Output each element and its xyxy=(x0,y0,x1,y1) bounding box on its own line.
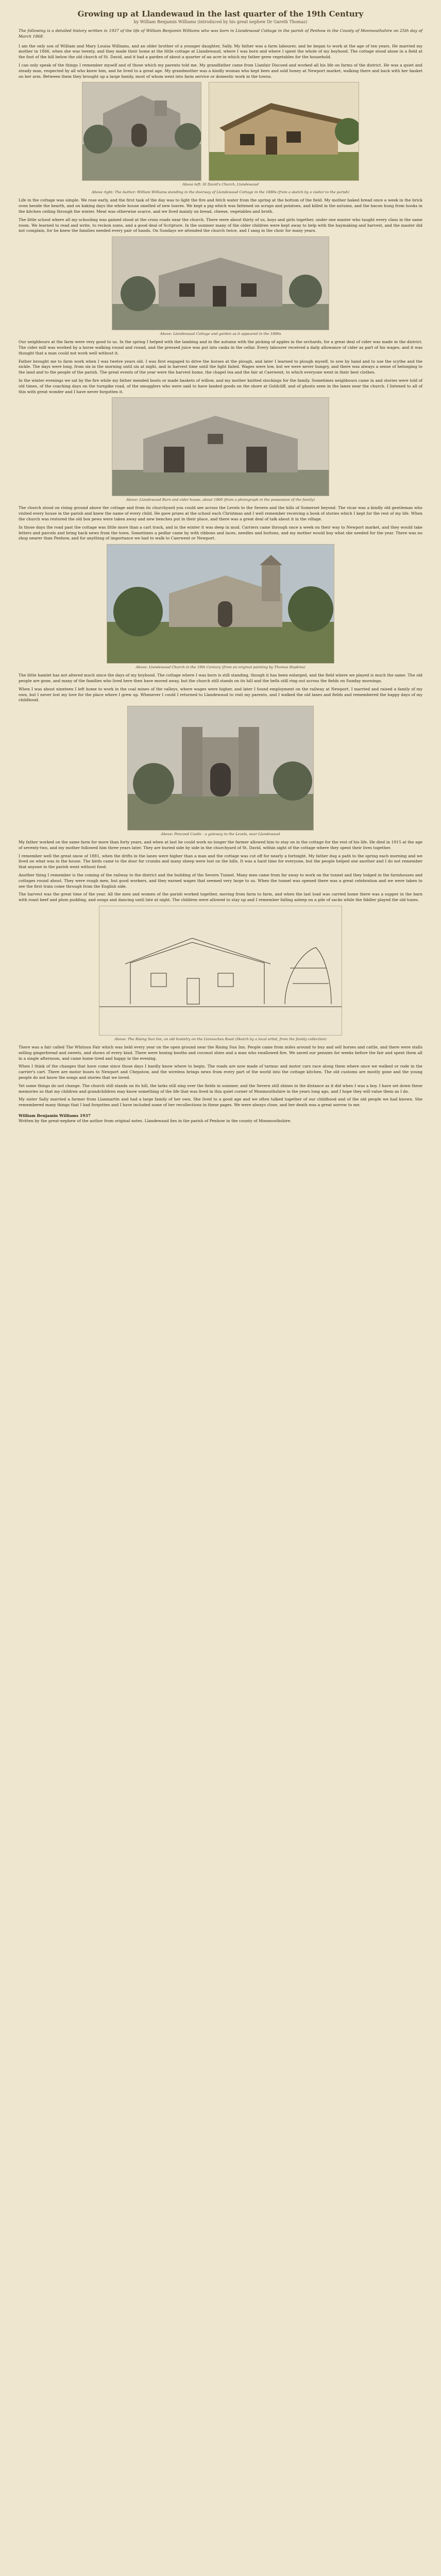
photo-caption: Above right: The Author: William Williams standing in the doorway of Llandewaud Cottage in the 1880s (from a sketch by a visitor to the parish) xyxy=(91,190,350,195)
photo-row xyxy=(19,544,422,664)
paragraph: In the winter evenings we sat by the fire while my father mended boots or made baskets of willow, and my mother knitted stockings for the family. Sometimes neighbours came in and stories were told of old times, of the coaching days on the turnpike road, of the smugglers who were said to have landed goods on the shore at Goldcliff, and of ghosts seen in the lanes near the church. I listened to all of this with great wonder and I have never forgotten it. xyxy=(19,378,422,394)
paragraph: When I think of the changes that have come since those days I hardly know where to begin. The roads are now made of tarmac and motor cars race along them where once we walked or rode in the carrier's cart. There are motor buses to Newport and Chepstow, and the wireless brings news from every part of the world into the cottage kitchen. The old customs are mostly gone and the young people do not know the songs and stories that we loved. xyxy=(19,1064,422,1080)
paragraph: Life in the cottage was simple. We rose early, and the first task of the day was to light the fire and fetch water from the spring at the bottom of the field. My mother baked bread once a week in the brick oven beside the hearth, and on baking days the whole house smelled of new loaves. We kept a pig which was fattened on scraps and potatoes, and killed in the autumn, and the bacon hung from hooks in the kitchen ceiling through the winter. Meat was otherwise scarce, and we lived mainly on bread, cheese, vegetables and broth. xyxy=(19,198,422,214)
article xyxy=(14,0,427,1129)
paragraph: My father worked on the same farm for more than forty years, and when at last he could work no longer the farmer allowed him to stay on in the cottage for the rest of his life. He died in 1915 at the age of seventy-two, and my mother followed him three years later. They are buried side by side in the churchyard of St. David, within sight of the cottage where they spent their lives together. xyxy=(19,840,422,850)
cottage-sketch xyxy=(209,82,359,181)
byline: by William Benjamin Williams (introduced by his great nephew Dr Gareth Thomas) xyxy=(133,20,308,24)
photo-caption: Above: Llandewaud Church in the 19th Century (from an original painting by Thomas Hopkins) xyxy=(135,665,306,670)
paragraph: In those days the road past the cottage was little more than a cart track, and in the winter it was deep in mud. Carriers came through once a week on their way to Newport market, and they would take letters and parcels and bring back news from the town. Sometimes a pedlar came by with ribbons and laces, needles and buttons, and my mother would buy what she needed for the year. There was no shop nearer than Penhow, and for anything of importance we had to walk to Caerwent or Newport. xyxy=(19,524,422,541)
paragraph: Our neighbours at the farm were very good to us. In the spring I helped with the lambing and in the autumn with the picking of apples in the orchards, for a great deal of cider was made in the district. The cider mill was worked by a horse walking round and round, and the pressed juice was put into casks in the cellar. Every labourer received a daily allowance of cider as part of his wages, and it was thought that a man could not work well without it. xyxy=(19,340,422,355)
page-title: Growing up at Llandewaud in the last quarter of the 19th Century xyxy=(77,9,364,19)
paragraph: I remember well the great snow of 1881, when the drifts in the lanes were higher than a man and the cottage was cut off for nearly a fortnight. My father dug a path to the spring each morning and we lived on what was in the house. The birds came to the door for crumbs and many sheep were lost on the hills. It was a hard time for everyone, but the people helped one another and I do not remember that anyone in the parish went without food. xyxy=(19,853,422,870)
paragraph: Father brought me to farm work when I was twelve years old. I was first engaged to drive the horses at the plough, and later I learned to plough myself, to sow by hand and to use the scythe and the sickle. The days were long, from six in the morning until six at night, and in harvest time until the light failed. Wages were low, but we were never hungry, and there was always a sense of belonging to the land and to the people of the parish. The great events of the year were the harvest home, the chapel tea and the fair at Caerwent, to which everyone went in their best clothes. xyxy=(19,359,422,375)
photo-row xyxy=(19,82,422,181)
footer-note: Written by the great-nephew of the author from original notes. Llandewaud lies in the parish of Penhow in the county of Monmouthshire. xyxy=(19,1118,292,1124)
paragraph: I am the only son of William and Mary Louisa Williams, and an older brother of a younger daughter, Sally. My father was a farm labourer, and he began to work at the age of ten years. He married my mother in 1866, when she was twenty, and they made their home at the little cottage at Llandewaud, where I was born and where I spent the whole of my boyhood. The cottage stood alone in a field at the foot of the hill below the old church of St. David, and it had a garden of about a quarter of an acre in which my father grew vegetables for the household. xyxy=(19,43,422,60)
photo-caption: Above: Llandewaud Barn and cider house, about 1900 (from a photograph in the possession of the family) xyxy=(126,498,315,502)
church-photo xyxy=(82,82,201,181)
cottage-photo xyxy=(112,236,329,330)
photo-caption: Above: Llandewaud Cottage and garden as it appeared in the 1890s xyxy=(160,332,281,336)
castle-photo xyxy=(127,706,314,831)
paragraph: The little hamlet has not altered much since the days of my boyhood. The cottage where I was born is still standing, though it has been enlarged, and the field where we played is much the same. The old people are gone, and many of the families who lived here then have moved away, but the church still stands on its hill and the bells still ring out across the fields on Sunday mornings. xyxy=(19,673,422,683)
footer xyxy=(19,1113,422,1124)
intro-text: The following is a detailed history written in 1937 of the life of William Benjamin Williams who was born in Llandewaud Cottage in the parish of Penhow in the County of Monmouthshire on 25th day of March 1868. xyxy=(19,28,422,39)
church-painting xyxy=(107,544,334,664)
photo-row xyxy=(19,706,422,831)
photo-row xyxy=(19,906,422,1036)
footer-author: William Benjamin Williams 1937 xyxy=(19,1113,91,1118)
photo-caption: Above: The Rising Sun Inn, an old hostelry on the Llanvaches Road (Sketch by a local artist, from the family collection) xyxy=(114,1037,327,1042)
paragraph: The harvest was the great time of the year. All the men and women of the parish worked together, moving from farm to farm, and when the last load was carried home there was a supper in the barn with roast beef and plum pudding, and songs and dancing until late at night. The children were allowed to stay up and I remember falling asleep on a pile of sacks while the fiddler played the old tunes. xyxy=(19,892,422,903)
paragraph: My sister Sally married a farmer from Llanmartin and had a large family of her own. She lived to a good age and we often talked together of our childhood and of the old people we had known. She remembered many things that I had forgotten and I have included some of her recollections in these pages. We were always close, and her death was a great sorrow to me. xyxy=(19,1097,422,1108)
photo-caption: Above: Pencoed Castle - a gateway to the Levels, near Llandewaud xyxy=(161,832,280,837)
paragraph: There was a fair called The Whitsun Fair which was held every year on the open ground near the Rising Sun Inn. People came from miles around to buy and sell horses and cattle, and there were stalls selling gingerbread and sweets, and shows of every kind. There were boxing booths and coconut shies and a man who swallowed fire. We saved our pennies for weeks before the fair and spent them all in a single afternoon, and came home tired and happy in the evening. xyxy=(19,1045,422,1061)
paragraph: Another thing I remember is the coming of the railway to the district and the building of the Severn Tunnel. Many men came from far away to work on the tunnel and they lodged in the farmhouses and cottages round about. They were rough men, but good workers, and they earned wages that seemed very large to us. When the tunnel was opened there was a great celebration and we were taken to see the first train come through from the English side. xyxy=(19,873,422,889)
paragraph: Yet some things do not change. The church still stands on its hill, the larks still sing over the fields in summer, and the Severn still shines in the distance as it did when I was a boy. I have set down these memories so that my children and grandchildren may know something of the life that was lived in this quiet corner of Monmouthshire in the years long ago, and I hope they will value them as I do. xyxy=(19,1083,422,1094)
paragraph: When I was about nineteen I left home to work in the coal mines of the valleys, where wages were higher, and later I found employment on the railway at Newport. I married and raised a family of my own, but I never lost my love for the place where I grew up. Whenever I could I returned to Llandewaud to visit my parents, and I walked the old lanes and fields and remembered the happy days of my childhood. xyxy=(19,686,422,703)
paragraph: The little school where all my schooling was gained stood at the cross roads near the church. There were about thirty of us, boys and girls together, under one master who taught every class in the same room. We learned to read and write, to reckon sums, and a good deal of Scripture. In the summer many of the older children were kept away to help with the haymaking and harvest, and the master did not complain, for he knew the families needed every pair of hands. On Sundays we attended the church twice, and I sang in the choir for many years. xyxy=(19,217,422,233)
barn-photo xyxy=(112,397,329,496)
paragraph: The church stood on rising ground above the cottage and from its churchyard you could see across the Levels to the Severn and the hills of Somerset beyond. The vicar was a kindly old gentleman who visited every house in the parish and knew the name of every child. He gave prizes at the school each Christmas and I well remember receiving a book of stories which I kept for the rest of my life. When the church was restored the old box pews were taken away and new benches put in their place, and there was a great deal of talk about it in the village. xyxy=(19,505,422,521)
photo-caption: Above left: St David's Church, Llandewaud xyxy=(182,182,259,187)
photo-row xyxy=(19,397,422,496)
paragraph: I can only speak of the things I remember myself and of those which my parents told me. My grandfather came from Llanfair Discoed and worked all his life on farms of the district. He was a quiet and steady man, respected by all who knew him, and he lived to a great age. My grandmother was a kindly woman who kept bees and sold honey at Newport market, walking there and back with her basket on her arm. Between them they brought up a large family, most of whom went into farm service or domestic work in the towns. xyxy=(19,62,422,79)
inn-sketch xyxy=(99,906,342,1036)
photo-row xyxy=(19,236,422,330)
